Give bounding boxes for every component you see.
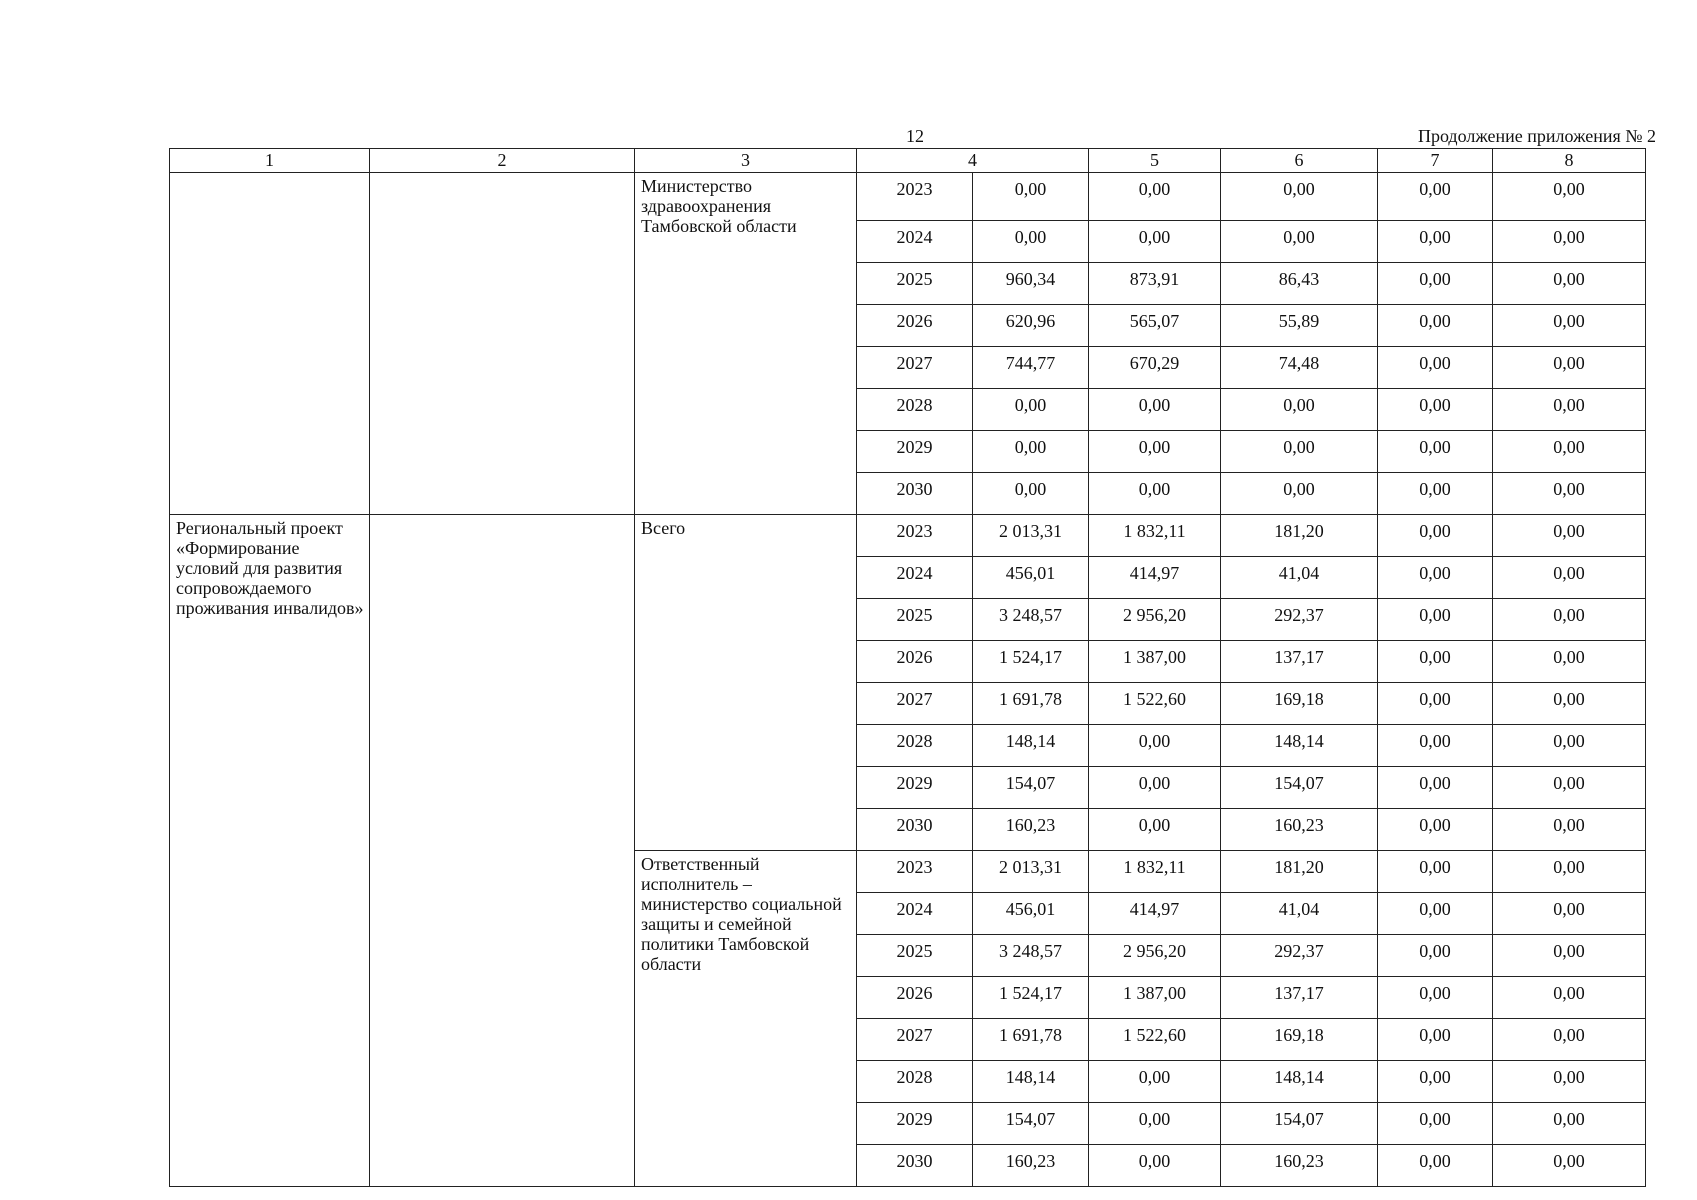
page-number: 12 (906, 126, 924, 146)
amount-cell-6: 0,00 (1221, 221, 1378, 263)
year-cell: 2024 (857, 893, 973, 935)
amount-cell-4: 0,00 (973, 173, 1089, 221)
amount-cell-7: 0,00 (1378, 641, 1493, 683)
amount-cell-8: 0,00 (1493, 263, 1646, 305)
amount-cell-7: 0,00 (1378, 893, 1493, 935)
year-cell: 2030 (857, 473, 973, 515)
amount-cell-4: 160,23 (973, 809, 1089, 851)
amount-cell-5: 1 832,11 (1089, 515, 1221, 557)
year-cell: 2030 (857, 1145, 973, 1187)
amount-cell-4: 2 013,31 (973, 515, 1089, 557)
year-cell: 2027 (857, 683, 973, 725)
amount-cell-4: 1 524,17 (973, 641, 1089, 683)
amount-cell-5: 0,00 (1089, 389, 1221, 431)
year-cell: 2024 (857, 557, 973, 599)
amount-cell-7: 0,00 (1378, 809, 1493, 851)
amount-cell-7: 0,00 (1378, 599, 1493, 641)
amount-cell-5: 0,00 (1089, 221, 1221, 263)
amount-cell-8: 0,00 (1493, 1145, 1646, 1187)
amount-cell-8: 0,00 (1493, 725, 1646, 767)
amount-cell-6: 41,04 (1221, 557, 1378, 599)
amount-cell-5: 1 522,60 (1089, 1019, 1221, 1061)
amount-cell-7: 0,00 (1378, 389, 1493, 431)
amount-cell-6: 154,07 (1221, 767, 1378, 809)
amount-cell-5: 0,00 (1089, 767, 1221, 809)
amount-cell-7: 0,00 (1378, 221, 1493, 263)
amount-cell-5: 414,97 (1089, 557, 1221, 599)
amount-cell-7: 0,00 (1378, 1145, 1493, 1187)
amount-cell-8: 0,00 (1493, 683, 1646, 725)
amount-cell-4: 1 524,17 (973, 977, 1089, 1019)
year-cell: 2023 (857, 515, 973, 557)
column-number-row (170, 149, 1646, 173)
amount-cell-5: 0,00 (1089, 1145, 1221, 1187)
amount-cell-5: 0,00 (1089, 173, 1221, 221)
amount-cell-5: 873,91 (1089, 263, 1221, 305)
amount-cell-8: 0,00 (1493, 431, 1646, 473)
amount-cell-8: 0,00 (1493, 173, 1646, 221)
year-cell: 2026 (857, 305, 973, 347)
year-cell: 2027 (857, 1019, 973, 1061)
amount-cell-8: 0,00 (1493, 893, 1646, 935)
amount-cell-4: 148,14 (973, 725, 1089, 767)
amount-cell-4: 154,07 (973, 767, 1089, 809)
amount-cell-6: 41,04 (1221, 893, 1378, 935)
amount-cell-6: 74,48 (1221, 347, 1378, 389)
year-cell: 2029 (857, 1103, 973, 1145)
amount-cell-6: 169,18 (1221, 683, 1378, 725)
amount-cell-6: 160,23 (1221, 1145, 1378, 1187)
amount-cell-5: 0,00 (1089, 1103, 1221, 1145)
amount-cell-7: 0,00 (1378, 1061, 1493, 1103)
amount-cell-6: 137,17 (1221, 641, 1378, 683)
column-2-cell (370, 515, 635, 1187)
amount-cell-5: 2 956,20 (1089, 935, 1221, 977)
amount-cell-5: 1 387,00 (1089, 641, 1221, 683)
amount-cell-6: 148,14 (1221, 725, 1378, 767)
amount-cell-5: 0,00 (1089, 725, 1221, 767)
amount-cell-4: 154,07 (973, 1103, 1089, 1145)
amount-cell-5: 2 956,20 (1089, 599, 1221, 641)
amount-cell-8: 0,00 (1493, 389, 1646, 431)
amount-cell-7: 0,00 (1378, 305, 1493, 347)
amount-cell-5: 1 387,00 (1089, 977, 1221, 1019)
amount-cell-8: 0,00 (1493, 767, 1646, 809)
amount-cell-6: 160,23 (1221, 809, 1378, 851)
amount-cell-4: 0,00 (973, 473, 1089, 515)
amount-cell-5: 0,00 (1089, 473, 1221, 515)
column-header-4: 4 (857, 149, 1089, 173)
amount-cell-8: 0,00 (1493, 305, 1646, 347)
table-row (170, 515, 1646, 557)
amount-cell-7: 0,00 (1378, 431, 1493, 473)
amount-cell-5: 0,00 (1089, 1061, 1221, 1103)
year-cell: 2026 (857, 977, 973, 1019)
amount-cell-6: 137,17 (1221, 977, 1378, 1019)
amount-cell-8: 0,00 (1493, 641, 1646, 683)
amount-cell-5: 670,29 (1089, 347, 1221, 389)
amount-cell-8: 0,00 (1493, 935, 1646, 977)
year-cell: 2028 (857, 1061, 973, 1103)
amount-cell-6: 148,14 (1221, 1061, 1378, 1103)
year-cell: 2024 (857, 221, 973, 263)
amount-cell-5: 1 522,60 (1089, 683, 1221, 725)
amount-cell-6: 181,20 (1221, 515, 1378, 557)
amount-cell-6: 181,20 (1221, 851, 1378, 893)
amount-cell-8: 0,00 (1493, 599, 1646, 641)
amount-cell-4: 3 248,57 (973, 935, 1089, 977)
amount-cell-8: 0,00 (1493, 1019, 1646, 1061)
year-cell: 2026 (857, 641, 973, 683)
amount-cell-4: 744,77 (973, 347, 1089, 389)
amount-cell-7: 0,00 (1378, 347, 1493, 389)
column-header-7: 7 (1378, 149, 1493, 173)
amount-cell-7: 0,00 (1378, 557, 1493, 599)
appendix-label: Продолжение приложения № 2 (1417, 126, 1656, 146)
year-cell: 2025 (857, 599, 973, 641)
amount-cell-7: 0,00 (1378, 935, 1493, 977)
amount-cell-4: 148,14 (973, 1061, 1089, 1103)
amount-cell-8: 0,00 (1493, 1061, 1646, 1103)
year-cell: 2029 (857, 431, 973, 473)
executor-cell: Ответственный исполнитель – министерство социальной защиты и семейной политики Тамбовской области (635, 851, 857, 1187)
amount-cell-4: 160,23 (973, 1145, 1089, 1187)
amount-cell-8: 0,00 (1493, 557, 1646, 599)
table-row (170, 173, 1646, 221)
amount-cell-4: 0,00 (973, 389, 1089, 431)
amount-cell-4: 0,00 (973, 221, 1089, 263)
column-header-6: 6 (1221, 149, 1378, 173)
amount-cell-7: 0,00 (1378, 1019, 1493, 1061)
amount-cell-6: 86,43 (1221, 263, 1378, 305)
column-header-2: 2 (370, 149, 635, 173)
column-header-1: 1 (170, 149, 370, 173)
amount-cell-8: 0,00 (1493, 347, 1646, 389)
year-cell: 2028 (857, 389, 973, 431)
amount-cell-7: 0,00 (1378, 473, 1493, 515)
amount-cell-7: 0,00 (1378, 725, 1493, 767)
amount-cell-6: 0,00 (1221, 473, 1378, 515)
amount-cell-7: 0,00 (1378, 767, 1493, 809)
amount-cell-7: 0,00 (1378, 683, 1493, 725)
executor-cell: Министерство здравоохранения Тамбовской области (635, 173, 857, 515)
amount-cell-7: 0,00 (1378, 1103, 1493, 1145)
year-cell: 2023 (857, 851, 973, 893)
amount-cell-6: 292,37 (1221, 935, 1378, 977)
column-header-5: 5 (1089, 149, 1221, 173)
amount-cell-8: 0,00 (1493, 851, 1646, 893)
amount-cell-8: 0,00 (1493, 221, 1646, 263)
amount-cell-8: 0,00 (1493, 473, 1646, 515)
amount-cell-4: 960,34 (973, 263, 1089, 305)
amount-cell-6: 0,00 (1221, 173, 1378, 221)
program-name-cell (170, 173, 370, 515)
amount-cell-5: 1 832,11 (1089, 851, 1221, 893)
amount-cell-5: 565,07 (1089, 305, 1221, 347)
amount-cell-4: 1 691,78 (973, 683, 1089, 725)
amount-cell-4: 456,01 (973, 557, 1089, 599)
amount-cell-8: 0,00 (1493, 1103, 1646, 1145)
amount-cell-7: 0,00 (1378, 977, 1493, 1019)
year-cell: 2027 (857, 347, 973, 389)
amount-cell-4: 456,01 (973, 893, 1089, 935)
program-name-cell: Региональный проект «Формирование условий для развития сопровождаемого проживания инвалидов» (170, 515, 370, 1187)
amount-cell-7: 0,00 (1378, 851, 1493, 893)
executor-cell: Всего (635, 515, 857, 851)
funding-table (169, 148, 1646, 1187)
amount-cell-4: 3 248,57 (973, 599, 1089, 641)
amount-cell-6: 0,00 (1221, 389, 1378, 431)
amount-cell-6: 292,37 (1221, 599, 1378, 641)
amount-cell-5: 0,00 (1089, 809, 1221, 851)
year-cell: 2025 (857, 935, 973, 977)
year-cell: 2030 (857, 809, 973, 851)
amount-cell-6: 0,00 (1221, 431, 1378, 473)
amount-cell-4: 0,00 (973, 431, 1089, 473)
amount-cell-4: 620,96 (973, 305, 1089, 347)
amount-cell-8: 0,00 (1493, 809, 1646, 851)
amount-cell-8: 0,00 (1493, 515, 1646, 557)
amount-cell-6: 154,07 (1221, 1103, 1378, 1145)
amount-cell-4: 2 013,31 (973, 851, 1089, 893)
column-2-cell (370, 173, 635, 515)
year-cell: 2025 (857, 263, 973, 305)
column-header-8: 8 (1493, 149, 1646, 173)
amount-cell-6: 55,89 (1221, 305, 1378, 347)
amount-cell-5: 0,00 (1089, 431, 1221, 473)
amount-cell-7: 0,00 (1378, 515, 1493, 557)
amount-cell-6: 169,18 (1221, 1019, 1378, 1061)
year-cell: 2028 (857, 725, 973, 767)
column-header-3: 3 (635, 149, 857, 173)
year-cell: 2023 (857, 173, 973, 221)
amount-cell-7: 0,00 (1378, 263, 1493, 305)
year-cell: 2029 (857, 767, 973, 809)
amount-cell-5: 414,97 (1089, 893, 1221, 935)
amount-cell-4: 1 691,78 (973, 1019, 1089, 1061)
amount-cell-8: 0,00 (1493, 977, 1646, 1019)
amount-cell-7: 0,00 (1378, 173, 1493, 221)
